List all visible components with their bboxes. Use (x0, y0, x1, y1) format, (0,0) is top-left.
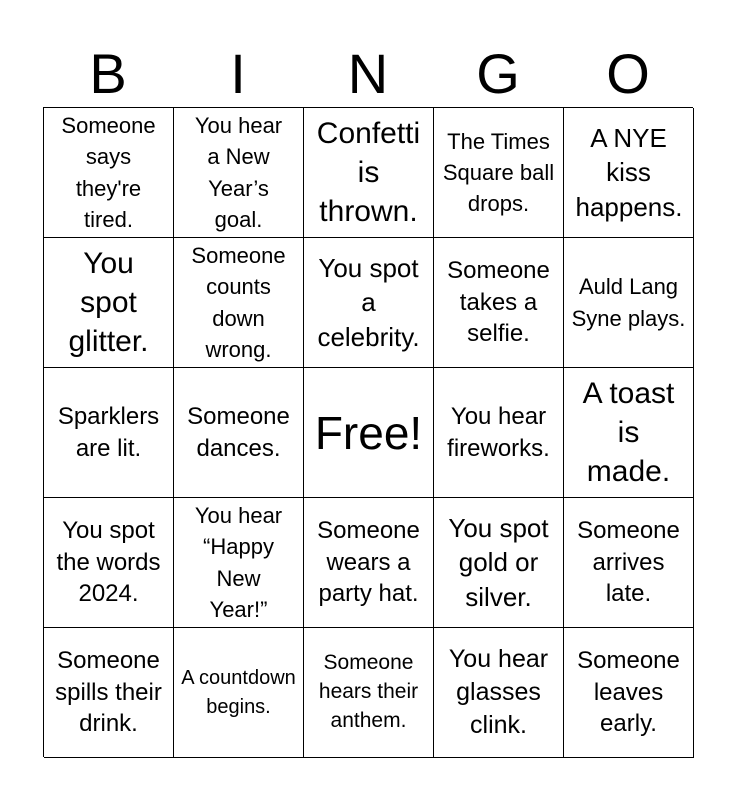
bingo-header (43, 40, 693, 108)
cell-text: A countdown begins. (181, 667, 296, 718)
cell-text: Someone dances. (187, 402, 290, 462)
bingo-cell-r1-c4[interactable] (434, 108, 564, 238)
bingo-cell-r1-c2[interactable] (174, 108, 304, 238)
cell-text: You hear “Happy New Year!” (194, 503, 283, 622)
cell-text: Auld Lang Syne plays. (571, 274, 686, 331)
header-letter-i: I (230, 42, 246, 105)
bingo-cell-r4-c4[interactable] (434, 498, 564, 628)
cell-text: Someone counts down wrong. (191, 243, 286, 362)
bingo-cell-r1-c5[interactable] (564, 108, 694, 238)
cell-text: Someone hears their anthem. (318, 651, 419, 732)
cell-text: Someone wears a party hat. (317, 516, 420, 608)
cell-text: Someone leaves early. (577, 646, 680, 738)
bingo-cell-r5-c3[interactable] (304, 628, 434, 758)
cell-text: A toast is made. (582, 377, 675, 488)
cell-text: You spot a celebrity. (317, 253, 420, 352)
header-letter-n: N (347, 42, 389, 105)
free-space-label: Free! (314, 406, 423, 459)
bingo-cell-r2-c1[interactable] (44, 238, 174, 368)
cell-text: Confetti is thrown. (316, 117, 421, 228)
cell-text: Sparklers are lit. (57, 402, 160, 462)
cell-text: Someone arrives late. (577, 516, 680, 608)
cell-text: You hear glasses clink. (448, 645, 549, 739)
bingo-cell-r2-c3[interactable] (304, 238, 434, 368)
cell-text: Someone takes a selfie. (447, 256, 550, 348)
bingo-cell-r2-c5[interactable] (564, 238, 694, 368)
bingo-cell-r2-c2[interactable] (174, 238, 304, 368)
bingo-cell-r5-c1[interactable] (44, 628, 174, 758)
bingo-cell-r4-c5[interactable] (564, 498, 694, 628)
bingo-cell-r3-c5[interactable] (564, 368, 694, 498)
bingo-cell-r4-c2[interactable] (174, 498, 304, 628)
header-letter-g: G (476, 42, 520, 105)
cell-text: You hear fireworks. (447, 402, 550, 462)
header-letter-o: O (606, 42, 650, 105)
cell-text: A NYE kiss happens. (575, 123, 683, 222)
cell-text: The Times Square ball drops. (442, 128, 555, 217)
cell-text: You hear a New Year’s goal. (194, 113, 283, 232)
bingo-cell-r3-c3 free-space[interactable] (304, 368, 434, 498)
bingo-cell-r1-c1[interactable] (44, 108, 174, 238)
cell-text: Someone spills their drink. (55, 646, 162, 738)
bingo-cell-r4-c1[interactable] (44, 498, 174, 628)
bingo-cell-r5-c2[interactable] (174, 628, 304, 758)
bingo-cell-r5-c5[interactable] (564, 628, 694, 758)
bingo-board (43, 107, 693, 757)
bingo-cell-r1-c3[interactable] (304, 108, 434, 238)
bingo-cell-r2-c4[interactable] (434, 238, 564, 368)
header-letter-b: B (89, 42, 127, 105)
bingo-cell-r3-c2[interactable] (174, 368, 304, 498)
cell-text: You spot the words 2024. (56, 516, 161, 608)
bingo-cell-r5-c4[interactable] (434, 628, 564, 758)
cell-text: Someone says they're tired. (61, 113, 156, 232)
bingo-cell-r4-c3[interactable] (304, 498, 434, 628)
cell-text: You spot gold or silver. (448, 513, 549, 612)
cell-text: You spot glitter. (68, 247, 149, 358)
bingo-cell-r3-c4[interactable] (434, 368, 564, 498)
bingo-cell-r3-c1[interactable] (44, 368, 174, 498)
